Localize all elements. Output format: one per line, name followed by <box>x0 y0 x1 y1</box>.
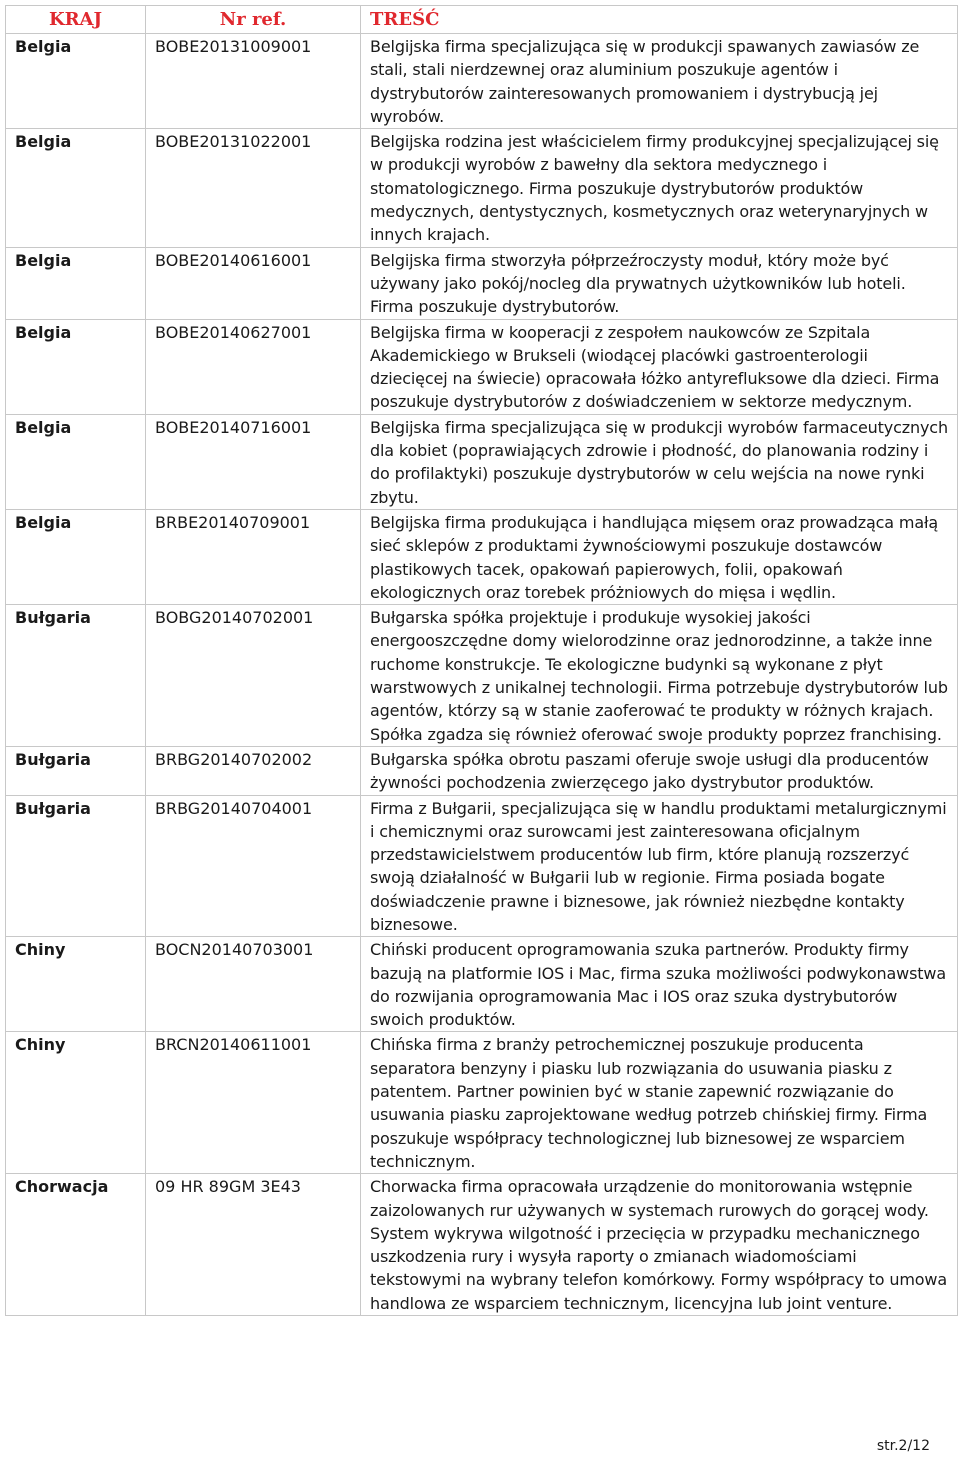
row-ref: BOBG20140702001 <box>146 605 361 747</box>
row-description: Bułgarska spółka obrotu paszami oferuje swoje usługi dla producentów żywności pochodzenia zwierzęcego jako dystrybutor produktów. <box>361 746 958 795</box>
row-description: Belgijska firma w kooperacji z zespołem naukowców ze Szpitala Akademickiego w Brukseli (wiodącej placówki gastroenterologii dziecięcej na świecie) opracowała łóżko antyrefluksowe dla dzieci. Firma poszukuje dystrybutorów z doświadczeniem w sektorze medycznym. <box>361 319 958 414</box>
table-row <box>6 795 958 937</box>
row-ref: BOBE20140616001 <box>146 247 361 319</box>
row-ref: BRCN20140611001 <box>146 1032 361 1174</box>
table-row <box>6 937 958 1032</box>
row-description: Belgijska firma produkująca i handlująca mięsem oraz prowadząca małą sieć sklepów z produktami żywnościowymi poszukuje dostawców plastikowych tacek, opakowań papierowych, folii, opakowań ekologicznych oraz torebek próżniowych do mięsa i wędlin. <box>361 509 958 604</box>
offers-table <box>5 5 958 1316</box>
row-country: Belgia <box>6 319 146 414</box>
row-country: Belgia <box>6 247 146 319</box>
row-ref: BOBE20140716001 <box>146 414 361 509</box>
table-row <box>6 1032 958 1174</box>
row-ref: BRBG20140702002 <box>146 746 361 795</box>
table-row <box>6 1174 958 1316</box>
document-page <box>5 5 957 1316</box>
row-description: Belgijska rodzina jest właścicielem firmy produkcyjnej specjalizującej się w produkcji wyrobów z bawełny dla sektora medycznego i stomatologicznego. Firma poszukuje dystrybutorów produktów medycznych, dentystycznych, kosmetycznych oraz weterynaryjnych w innych krajach. <box>361 129 958 247</box>
row-ref: BOBE20140627001 <box>146 319 361 414</box>
table-header-row <box>6 6 958 34</box>
row-description: Bułgarska spółka projektuje i produkuje wysokiej jakości energooszczędne domy wielorodzinne oraz jednorodzinne, a także inne ruchome konstrukcje. Te ekologiczne budynki są wykonane z płyt warstwowych z unikalnej technologii. Firma potrzebuje dystrybutorów lub agentów, którzy są w stanie zaoferować te produkty w różnych krajach. Spółka zgadza się również oferować swoje produkty poprzez franchising. <box>361 605 958 747</box>
page-number: str.2/12 <box>876 1438 930 1454</box>
table-row <box>6 319 958 414</box>
row-country: Chiny <box>6 1032 146 1174</box>
row-description: Firma z Bułgarii, specjalizująca się w handlu produktami metalurgicznymi i chemicznymi oraz surowcami jest zainteresowana oficjalnym przedstawicielstwem producentów lub firm, które planują rozszerzyć swoją działalność w Bułgarii lub w regionie. Firma posiada bogate doświadczenie prawne i biznesowe, jak również niezbędne kontakty biznesowe. <box>361 795 958 937</box>
row-description: Belgijska firma stworzyła półprzeźroczysty moduł, który może być używany jako pokój/nocleg dla prywatnych użytkowników lub hoteli. Firma poszukuje dystrybutorów. <box>361 247 958 319</box>
row-country: Chorwacja <box>6 1174 146 1316</box>
table-row <box>6 414 958 509</box>
row-country: Belgia <box>6 129 146 247</box>
header-ref: Nr ref. <box>146 6 361 34</box>
table-row <box>6 605 958 747</box>
row-description: Chiński producent oprogramowania szuka partnerów. Produkty firmy bazują na platformie IOS i Mac, firma szuka możliwości podwykonawstwa do rozwijania oprogramowania Mac i IOS oraz szuka dystrybutorów swoich produktów. <box>361 937 958 1032</box>
header-content: TREŚĆ <box>361 6 958 34</box>
table-row <box>6 509 958 604</box>
row-ref: BOBE20131009001 <box>146 34 361 129</box>
row-country: Chiny <box>6 937 146 1032</box>
row-description: Belgijska firma specjalizująca się w produkcji wyrobów farmaceutycznych dla kobiet (poprawiających zdrowie i płodność, do planowania rodziny i do profilaktyki) poszukuje dystrybutorów w celu wejścia na nowe rynki zbytu. <box>361 414 958 509</box>
row-ref: BRBG20140704001 <box>146 795 361 937</box>
row-country: Belgia <box>6 414 146 509</box>
row-ref: BOCN20140703001 <box>146 937 361 1032</box>
row-ref: 09 HR 89GM 3E43 <box>146 1174 361 1316</box>
row-ref: BRBE20140709001 <box>146 509 361 604</box>
row-country: Bułgaria <box>6 746 146 795</box>
row-description: Belgijska firma specjalizująca się w produkcji spawanych zawiasów ze stali, stali nierdzewnej oraz aluminium poszukuje agentów i dystrybutorów zainteresowanych promowaniem i dystrybucją jej wyrobów. <box>361 34 958 129</box>
table-row <box>6 247 958 319</box>
table-row <box>6 129 958 247</box>
table-row <box>6 34 958 129</box>
table-row <box>6 746 958 795</box>
row-country: Belgia <box>6 509 146 604</box>
row-country: Belgia <box>6 34 146 129</box>
header-country: KRAJ <box>6 6 146 34</box>
row-description: Chińska firma z branży petrochemicznej poszukuje producenta separatora benzyny i piasku lub rozwiązania do usuwania piasku z patentem. Partner powinien być w stanie zapewnić rozwiązanie do usuwania piasku zaprojektowane według potrzeb chińskiej firmy. Firma poszukuje współpracy technologicznej lub biznesowej ze wsparciem technicznym. <box>361 1032 958 1174</box>
row-country: Bułgaria <box>6 795 146 937</box>
row-ref: BOBE20131022001 <box>146 129 361 247</box>
row-description: Chorwacka firma opracowała urządzenie do monitorowania wstępnie zaizolowanych rur używanych w systemach rurowych do gorącej wody. System wykrywa wilgotność i przecięcia w przypadku mechanicznego uszkodzenia rury i wysyła raporty o zmianach wiadomościami tekstowymi na wybrany telefon komórkowy. Formy współpracy to umowa handlowa ze wsparciem technicznym, licencyjna lub joint venture. <box>361 1174 958 1316</box>
row-country: Bułgaria <box>6 605 146 747</box>
